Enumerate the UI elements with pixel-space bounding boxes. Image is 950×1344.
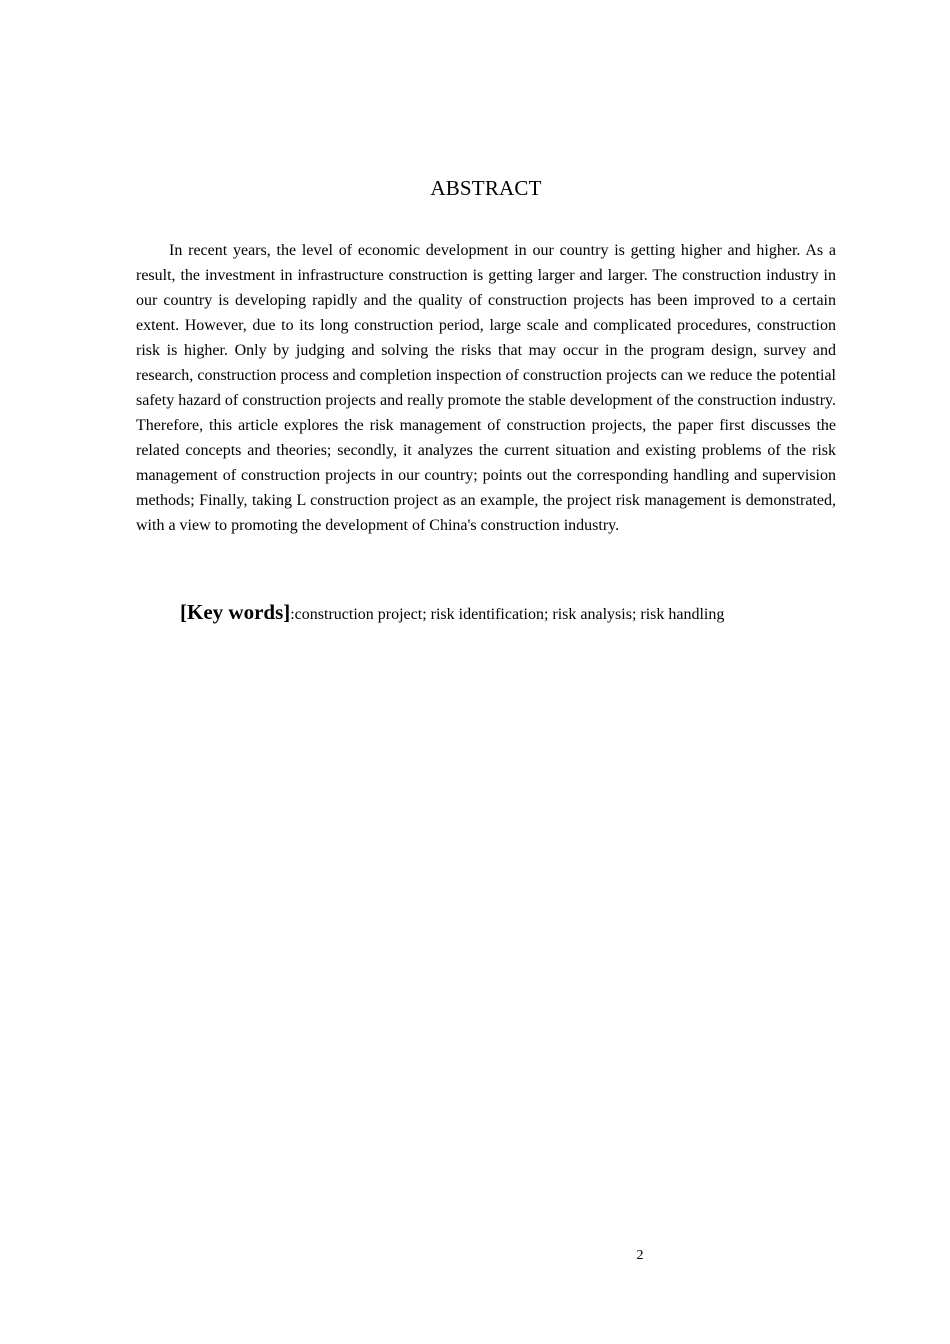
keywords-text: :construction project; risk identification; risk analysis; risk handling <box>290 606 725 623</box>
page-number: 2 <box>636 1248 644 1263</box>
abstract-title: ABSTRACT <box>430 176 542 200</box>
keywords-line <box>180 598 860 629</box>
abstract-body: In recent years, the level of economic development in our country is getting higher and higher. As a result, the investment in infrastructure construction is getting larger and larger. The construction industry in our country is developing rapidly and the quality of construction projects has been improved to a certain extent. However, due to its long construction period, large scale and complicated procedures, construction risk is higher. Only by judging and solving the risks that may occur in the program design, survey and research, construction process and completion inspection of construction projects can we reduce the potential safety hazard of construction projects and really promote the stable development of the construction industry. Therefore, this article explores the risk management of construction projects, the paper first discusses the related concepts and theories; secondly, it analyzes the current situation and existing problems of the risk management of construction projects in our country; points out the corresponding handling and supervision methods; Finally, taking L construction project as an example, the project risk management is demonstrated, with a view to promoting the development of China's construction industry. <box>136 242 836 534</box>
keywords-label: [Key words] <box>180 600 291 624</box>
